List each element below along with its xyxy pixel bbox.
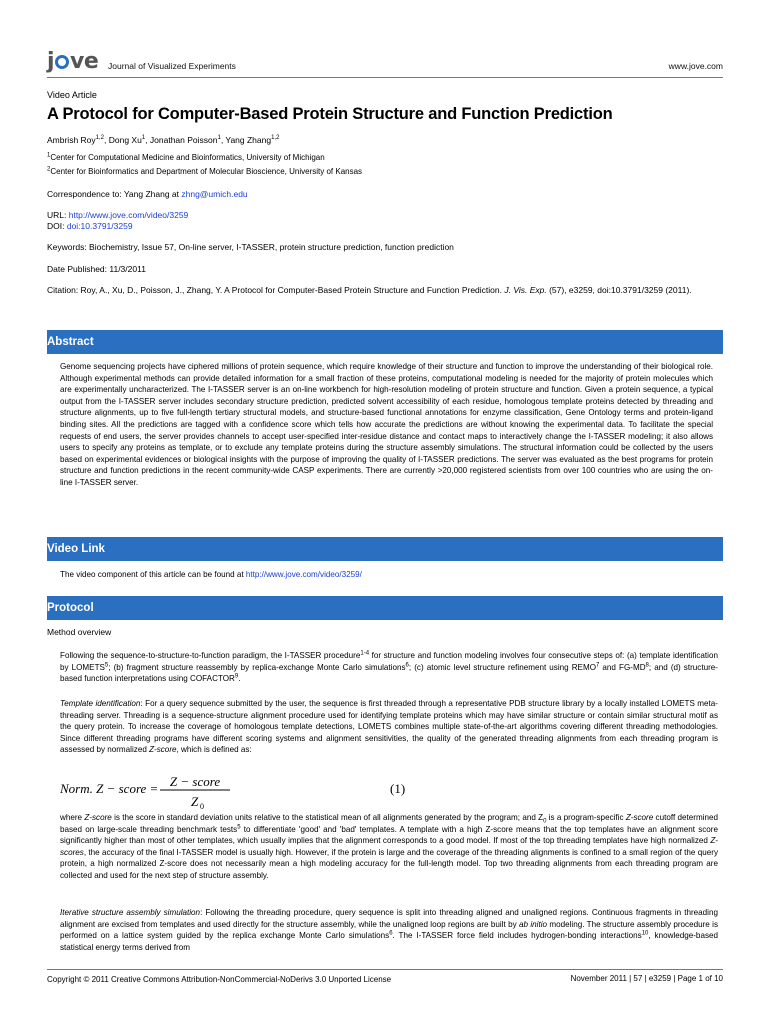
- logo-ring-icon: [55, 55, 69, 69]
- author-affiliation-sup: 1: [141, 135, 146, 142]
- formula-numerator: Z − score: [169, 774, 221, 789]
- abstract-heading: Abstract: [47, 336, 94, 348]
- page-footer: [47, 969, 723, 984]
- protocol-heading: Protocol: [47, 602, 94, 614]
- page-info: November 2011 | 57 | e3259 | Page 1 of 10: [570, 974, 723, 983]
- author-affiliation-sup: 1: [217, 135, 221, 142]
- zscore-formula: [60, 772, 420, 810]
- paragraph-structure-assembly: Iterative structure assembly simulation: Following the threading procedure, query sequence is split into threading aligned and unaligned regions. Continuous fragments in threading alignment are excised from templates and used directly for the structure assembly, while the unaligned loop regions are built by ab initio modeling. The structure assembly procedure is performed on a lattice system guided by the replica exchange Monte Carlo simulations$^6$. The I-TASSER force field includes hydrogen-bonding interactions$^{10}$, knowledge-based statistical energy terms derived from: [60, 908, 719, 952]
- affiliation: $^2$Center for Bioinformatics and Department of Molecular Bioscience, University of Kansas: [47, 166, 363, 176]
- author-affiliation-sup: 1,2: [271, 135, 280, 142]
- paragraph-overview: Following the sequence-to-structure-to-function paradigm, the I-TASSER procedure$^{1-4}$ for structure and function modeling involves four consecutive steps of: (a) template identification by LOMETS$^5$; (b) fragment structure reassembly by replica-exchange Monte Carlo simulations$^6$; (c) atomic level structure refinement using REMO$^7$ and $FG-MD^8$; and (d) structure-based function interpretations using COFACTOR$^9$.: [60, 650, 718, 684]
- formula-lhs: Norm. Z − score =: [60, 781, 159, 796]
- equation-number: (1): [390, 781, 406, 796]
- article-type: Video Article: [47, 90, 97, 100]
- url-doi: URL: http://www.jove.com/video/3259 DOI: doi:10.3791/3259: [47, 210, 189, 232]
- article-front-matter: [47, 90, 723, 296]
- journal-name: Journal of Visualized Experiments: [108, 61, 236, 71]
- email-link[interactable]: zhng@umich.edu: [181, 189, 248, 200]
- citation: Citation: Roy, A., Xu, D., Poisson, J., Zhang, Y. A Protocol for Computer-Based Protein Structure and Function Prediction. J. Vis. Exp. (57), e3259, doi:10.3791/3259 (2011).: [47, 284, 692, 295]
- article-title: A Protocol for Computer-Based Protein Structure and Function Prediction: [47, 104, 613, 123]
- author-name: Jonathan Poisson: [149, 135, 218, 146]
- video-url-link[interactable]: http://www.jove.com/video/3259/: [245, 570, 362, 579]
- date-published: Date Published: 11/3/2011: [47, 263, 146, 274]
- author-name: Yang Zhang: [225, 135, 272, 146]
- copyright-notice: Copyright © 2011 Creative Commons Attribution-NonCommercial-NoDerivs 3.0 Unported License: [47, 975, 392, 984]
- jove-logo[interactable]: j ve: [47, 49, 99, 74]
- author-affiliation-sup: 1,2: [95, 135, 104, 142]
- paragraph-template-identification: Template identification: For a query sequence submitted by the user, the sequence is first threaded through a representative PDB structure library by a locally installed LOMETS meta-threading server. Threading is a sequence-structure alignment procedure used for identifying template proteins which may have similar structure or contain similar structural motif as the query protein. To increase the coverage of homologous template detections, LOMETS combines multiple state-of-the-art algorithms covering different threading methodologies. Since different threading programs have different scoring systems and alignment sensitivities, the quality of the generated threading alignments from each threading program is assessed by normalized Z-score, which is defined as:: [60, 699, 718, 755]
- videolink-section-bar: [47, 537, 723, 561]
- formula-denominator: Z: [191, 794, 199, 809]
- method-overview-heading: Method overview: [47, 627, 112, 637]
- journal-header: [47, 50, 723, 78]
- paragraph-zscore-explanation: where Z-score is the score in standard deviation units relative to the statistical mean of all alignments generated by the program; and $Z_0$ is a program-specific Z-score cutoff determined based on large-scale threading benchmark tests$^5$ to differentiate 'good' and 'bad' templates. A template with a high Z-score means that the top templates have an alignment score significantly higher than most of other templates, which usually implies that the alignment corresponds to a good model. If most of the top threading templates have high normalized Z-scores, the accuracy of the final I-TASSER model is usually high. However, if the protein is large and the coverage of the threading alignments is confined to a small region of the query protein, a high normalized Z-score does not necessarily mean a high modeling accuracy for the full-length model. Top two threading alignments from each threading program are collected and used for the next step of structure assembly.: [60, 813, 719, 880]
- abstract-section-bar: [47, 330, 723, 354]
- author-name: Ambrish Roy: [47, 135, 96, 146]
- videolink-heading: Video Link: [47, 543, 105, 555]
- keywords: Keywords: Biochemistry, Issue 57, On-line server, I-TASSER, protein structure prediction, function prediction: [47, 242, 454, 253]
- formula-denominator-sub: 0: [200, 802, 204, 810]
- doi-link[interactable]: doi:10.3791/3259: [66, 221, 133, 232]
- protocol-section-bar: [47, 596, 723, 620]
- abstract-text: Genome sequencing projects have ciphered millions of protein sequence, which require knowledge of their structure and function to improve the understanding of their biological role. Although experimental methods can provide detailed information for a small fraction of these proteins, computational modeling is needed for the majority of protein molecules which are experimentally uncharacterized. The I-TASSER server is an on-line workbench for high-resolution modeling of protein structure and function. Given a protein sequence, a typical output from the I-TASSER server includes secondary structure prediction, predicted solvent accessibility of each residue, homologous template proteins detected by threading and structure alignments, up to five full-length tertiary structural models, and structure-based functional annotations for enzyme classification, Gene Ontology terms and protein-ligand binding sites. All the predictions are tagged with a confidence score which tells how accurate the predictions are without knowing the experimental data. To facilitate the special requests of end users, the server provides channels to accept user-specified inter-residue distance and contact maps to interactively change the I-TASSER modeling; it also allows users to specify any proteins as template, or to exclude any template proteins during the structure assembly simulations. The structural information could be collected by the users based on experimental evidences or biological insights with the purpose of improving the quality of I-TASSER predictions. The server was evaluated as the best programs for protein structure and function predictions in the recent community-wide CASP experiments. There are currently >20,000 registered scientists from over 100 countries who are using the on-line I-TASSER server.: [60, 362, 713, 487]
- author-list: Ambrish Roy$^{1,2}$, Dong Xu$^1$, Jonathan Poisson$^1$, Yang Zhang$^{1,2}$: [47, 135, 280, 146]
- correspondence: Correspondence to: Yang Zhang at zhng@umich.edu: [47, 189, 248, 200]
- site-link[interactable]: www.jove.com: [668, 61, 723, 71]
- author-name: Dong Xu: [108, 135, 142, 146]
- affiliation: $^1$Center for Computational Medicine and Bioinformatics, University of Michigan: [47, 151, 325, 162]
- article-url-link[interactable]: http://www.jove.com/video/3259: [68, 210, 189, 221]
- videolink-text: The video component of this article can be found at http://www.jove.com/video/3259/: [60, 570, 362, 579]
